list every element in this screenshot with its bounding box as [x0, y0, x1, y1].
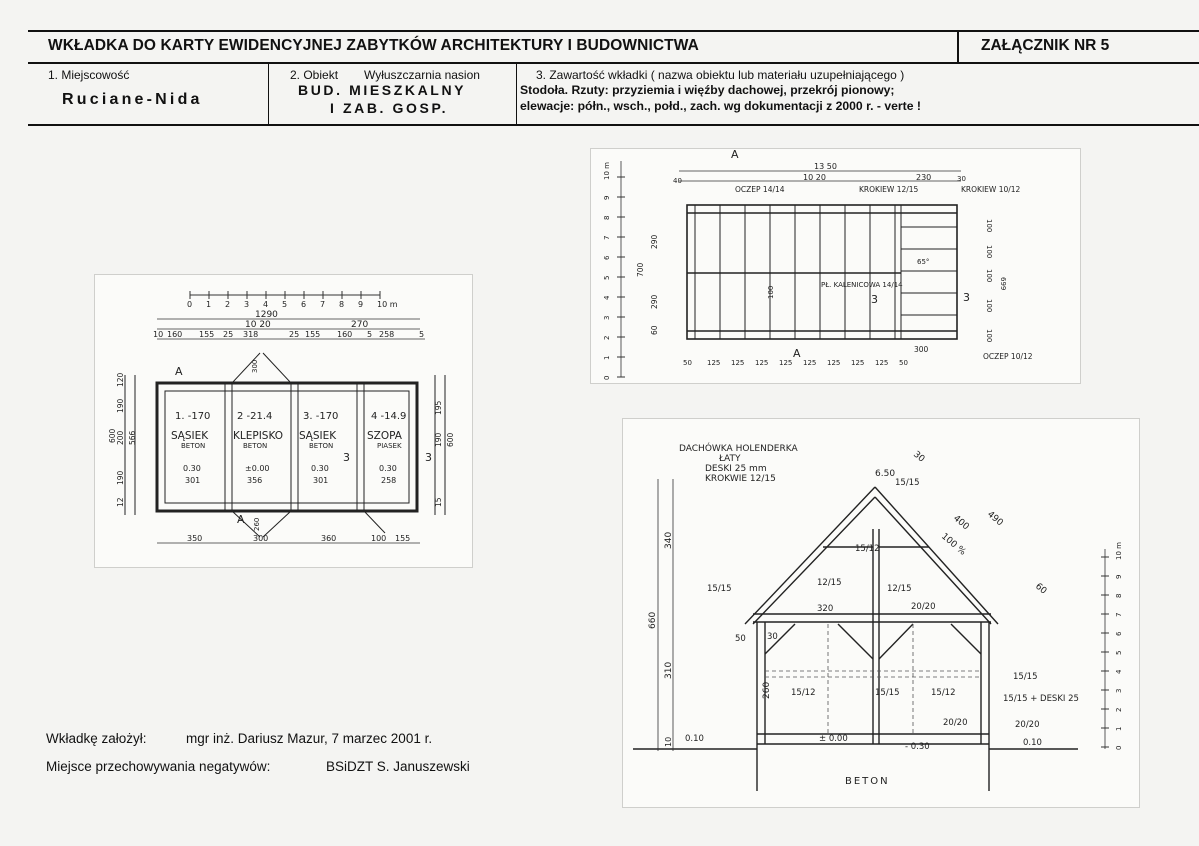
roof-right-dim-label: 100	[985, 269, 993, 283]
section-scale-label: 2	[1115, 707, 1123, 712]
plan-dim-row-label: 155	[305, 330, 321, 339]
plan-scale-bar	[187, 291, 398, 309]
header-bottom-rule	[28, 124, 1199, 126]
section-dim-340: 340	[664, 531, 674, 549]
plan-scale-label: 9	[358, 300, 364, 309]
roof-left-dim-label: 60	[650, 325, 659, 335]
section-label: ± 0.00	[819, 734, 848, 744]
storage-value: BSiDZT S. Januszewski	[326, 759, 470, 774]
plan-dim-row-label: 25	[289, 330, 300, 339]
place-label: 1. Miejscowość	[48, 68, 130, 82]
plan-dim-top-1: 1290	[255, 310, 278, 320]
plan-room-elevation: 0.30	[183, 464, 201, 473]
section-label: 15/12	[855, 544, 880, 554]
roof-plan-sheet	[590, 148, 1081, 384]
section-diag-label: 30	[911, 449, 927, 465]
roof-left-dim-label: 700	[636, 262, 645, 277]
plan-left-dim-label: 190	[116, 470, 125, 485]
roof-label-krokiew-2: KROKIEW 10/12	[961, 185, 1021, 194]
roof-mark-a-bottom: A	[793, 347, 801, 360]
content-line-2: elewacje: półn., wsch., połd., zach. wg dokumentacji z 2000 r. - verte !	[520, 99, 921, 113]
plan-room-material: BETON	[181, 442, 206, 450]
roof-right-dims	[985, 219, 1007, 342]
plan-rooms	[171, 411, 406, 485]
plan-dim-row-label: 5	[367, 330, 373, 339]
plan-dim-row-label: 25	[223, 330, 234, 339]
plan-room-number: 3. -170	[303, 411, 339, 422]
plan-scale-label: 5	[282, 300, 288, 309]
section-labels	[685, 478, 1079, 752]
section-scale-label: 9	[1115, 574, 1123, 579]
roof-left-dim-label: 290	[650, 234, 659, 249]
section-dim-310: 310	[664, 661, 674, 679]
plan-section-mark-a-top: A	[175, 365, 183, 378]
section-label: 15/12	[931, 688, 956, 698]
section-label: 15/15	[875, 688, 900, 698]
section-roof-layers	[679, 442, 798, 484]
section-diag-label: 100 %	[939, 531, 968, 558]
section-dim-260: 260	[762, 681, 772, 699]
plan-dim-bottom-label: 300	[253, 534, 269, 543]
section-scale-label: 6	[1115, 631, 1123, 636]
roof-bottom-dim-label: 125	[803, 359, 817, 367]
plan-dim-top-2: 10 20	[245, 320, 271, 330]
plan-left-dim-label: 566	[128, 430, 137, 445]
plan-room-name: KLEPISKO	[233, 430, 284, 442]
plan-scale-label: 7	[320, 300, 326, 309]
roof-label-krokiew-1: KROKIEW 12/15	[859, 185, 919, 194]
storage-label: Miejsce przechowywania negatywów:	[46, 759, 271, 774]
plan-room-width: 301	[313, 476, 329, 485]
section-scale-label: 4	[1115, 669, 1123, 674]
plan-dim-row-label: 5	[419, 330, 425, 339]
header-cell-divider-1	[268, 63, 269, 124]
plan-room-elevation: ±0.00	[245, 464, 270, 473]
roof-scale-label: 2	[603, 335, 611, 340]
plan-room-number: 1. -170	[175, 411, 211, 422]
roof-label-kalenicowa: PŁ. KALENICOWA 14/14	[821, 281, 903, 289]
roof-dim-top-1: 13 50	[814, 162, 837, 171]
roof-bottom-dim-label: 50	[683, 359, 692, 367]
author-value: mgr inż. Dariusz Mazur, 7 marzec 2001 r.	[186, 731, 433, 746]
plan-room-elevation: 0.30	[311, 464, 329, 473]
plan-section-mark-3-right: 3	[425, 451, 432, 464]
section-floor-label: BETON	[845, 776, 890, 787]
document-title: WKŁADKA DO KARTY EWIDENCYJNEJ ZABYTKÓW ARCHITEKTURY I BUDOWNICTWA	[48, 37, 699, 54]
roof-dim-top-2: 10 20	[803, 173, 826, 182]
plan-room-elevation: 0.30	[379, 464, 397, 473]
roof-mark-3-right: 3	[963, 291, 970, 304]
roof-misc-100: 100	[767, 285, 775, 299]
roof-plan-drawing	[591, 149, 1080, 383]
section-label: 0.10	[685, 734, 704, 744]
section-roof-layer: DESKI 25 mm	[705, 464, 767, 474]
roof-scale-label: 1	[603, 355, 611, 360]
plan-dim-row-label: 155	[199, 330, 215, 339]
plan-room-width: 301	[185, 476, 201, 485]
ground-plan-sheet	[94, 274, 473, 568]
section-label: 15/15	[895, 478, 920, 488]
section-label: 15/15	[1013, 672, 1038, 682]
section-diag-label: 60	[1033, 581, 1049, 597]
roof-scale-label: 0	[603, 375, 611, 380]
section-scale-label: 1	[1115, 726, 1123, 731]
section-scale-label: 8	[1115, 593, 1123, 598]
roof-bottom-dim-label: 125	[755, 359, 769, 367]
plan-scale-label: 10 m	[377, 300, 398, 309]
section-label: 15/15 + DESKI 25	[1003, 694, 1079, 704]
roof-bottom-dim-label: 125	[731, 359, 745, 367]
plan-dim-bottom-label: 155	[395, 534, 411, 543]
roof-misc-300: 300	[914, 345, 929, 354]
plan-dim-row-label: 10	[153, 330, 164, 339]
section-roof-layer: DACHÓWKA HOLENDERKA	[679, 444, 798, 454]
section-drawing	[623, 419, 1139, 807]
roof-right-dim-label: 699	[999, 277, 1007, 291]
roof-bottom-dim-label: 125	[779, 359, 793, 367]
plan-right-dim-label: 600	[446, 432, 455, 447]
plan-room-material: BETON	[309, 442, 334, 450]
section-label: 20/20	[943, 718, 968, 728]
plan-left-dim-label: 120	[116, 372, 125, 387]
object-name: Wyłuszczarnia nasion	[364, 68, 480, 82]
plan-room-number: 4 -14.9	[371, 411, 407, 422]
plan-dim-bottom-label: 350	[187, 534, 203, 543]
roof-mark-a-top: A	[731, 149, 739, 161]
section-label: 20/20	[1015, 720, 1040, 730]
annex-number: ZAŁĄCZNIK NR 5	[981, 37, 1110, 54]
roof-scale-label: 8	[603, 215, 611, 220]
roof-left-dim-label: 290	[650, 294, 659, 309]
section-diagonal-dims	[911, 450, 1048, 597]
roof-mark-3-left: 3	[871, 293, 878, 306]
plan-room-name: SĄSIEK	[171, 430, 209, 442]
roof-misc-40: 40	[673, 177, 682, 185]
object-line-1: BUD. MIESZKALNY	[298, 82, 467, 98]
section-top-level: 6.50	[875, 469, 896, 479]
plan-dim-bottom-label: 360	[321, 534, 337, 543]
section-scale-label: 5	[1115, 650, 1123, 655]
roof-scale-label: 4	[603, 295, 611, 300]
roof-bottom-dim-label: 125	[875, 359, 889, 367]
section-scale-label: 3	[1115, 688, 1123, 693]
section-dim-10: 10	[664, 736, 673, 747]
plan-scale-label: 4	[263, 300, 269, 309]
plan-dim-row-label: 258	[379, 330, 395, 339]
section-label: 320	[817, 604, 834, 614]
roof-right-dim-label: 100	[985, 329, 993, 343]
plan-right-dim-label: 190	[434, 432, 443, 447]
header-mid-rule	[28, 62, 1199, 64]
plan-room-number: 2 -21.4	[237, 411, 273, 422]
roof-dim-top-3: 230	[916, 173, 932, 182]
object-label: 2. Obiekt	[290, 68, 339, 82]
plan-right-dim-label: 15	[434, 497, 443, 507]
plan-room-material: PIASEK	[377, 442, 402, 450]
section-label: 15/15	[707, 584, 732, 594]
section-label: 12/15	[887, 584, 912, 594]
roof-bottom-dim-label: 50	[899, 359, 908, 367]
plan-scale-label: 2	[225, 300, 231, 309]
section-scale-bar	[1101, 542, 1123, 750]
object-line-2: I ZAB. GOSP.	[330, 100, 449, 116]
plan-door-bottom: 260	[253, 517, 261, 531]
section-scale-label: 7	[1115, 612, 1123, 617]
roof-scale-label: 6	[603, 255, 611, 260]
section-label: 20/20	[911, 602, 936, 612]
roof-label-oczep-2: OCZEP 10/12	[983, 352, 1033, 361]
section-label: 15/12	[791, 688, 816, 698]
roof-bottom-dim-label: 125	[707, 359, 721, 367]
roof-scale-label: 7	[603, 235, 611, 240]
section-sheet	[622, 418, 1140, 808]
roof-misc-30: 30	[957, 175, 966, 183]
plan-dim-top-3: 270	[351, 320, 369, 330]
ground-plan-drawing	[95, 275, 472, 567]
roof-scale-label: 3	[603, 315, 611, 320]
roof-misc-angle: 65°	[917, 258, 930, 266]
roof-scale-bar	[603, 162, 625, 380]
plan-left-dim-label: 190	[116, 398, 125, 413]
plan-dim-row-label: 160	[167, 330, 183, 339]
section-label: 12/15	[817, 578, 842, 588]
section-label: 50	[735, 634, 746, 644]
roof-bottom-dim-label: 125	[851, 359, 865, 367]
plan-section-mark-a-bottom: A	[237, 513, 245, 526]
plan-dims-row	[153, 330, 424, 339]
roof-label-oczep: OCZEP 14/14	[735, 185, 785, 194]
roof-scale-label: 5	[603, 275, 611, 280]
plan-dim-bottom-label: 100	[371, 534, 387, 543]
plan-scale-label: 3	[244, 300, 250, 309]
plan-scale-label: 6	[301, 300, 307, 309]
plan-room-name: SZOPA	[367, 430, 402, 442]
plan-door-top: 300	[251, 359, 259, 373]
plan-room-material: BETON	[243, 442, 268, 450]
content-label: 3. Zawartość wkładki ( nazwa obiektu lub materiału uzupełniającego )	[536, 68, 905, 82]
section-roof-layer: ŁATY	[719, 454, 741, 464]
roof-bottom-dim-label: 125	[827, 359, 841, 367]
roof-right-dim-label: 100	[985, 299, 993, 313]
plan-left-dim-label: 12	[116, 497, 125, 507]
plan-left-dim-label: 600	[108, 428, 117, 443]
plan-scale-label: 1	[206, 300, 212, 309]
header-annex-divider	[957, 30, 959, 62]
section-roof-layer: KROKWIE 12/15	[705, 474, 776, 484]
section-scale-label: 10 m	[1115, 542, 1123, 560]
section-diag-label: 400	[951, 513, 971, 533]
section-diag-label: 490	[985, 509, 1005, 529]
section-label: 0.10	[1023, 738, 1042, 748]
content-line-1: Stodoła. Rzuty: przyziemia i więźby dachowej, przekrój pionowy;	[520, 83, 895, 97]
roof-scale-label: 9	[603, 195, 611, 200]
plan-left-dim-label: 200	[116, 430, 125, 445]
header-cell-divider-2	[516, 63, 517, 124]
plan-scale-label: 8	[339, 300, 345, 309]
header-top-rule	[28, 30, 1199, 32]
roof-scale-label: 10 m	[603, 162, 611, 180]
plan-dim-row-label: 160	[337, 330, 353, 339]
section-scale-label: 0	[1115, 745, 1123, 750]
plan-room-width: 356	[247, 476, 263, 485]
plan-left-dims	[108, 372, 137, 507]
section-dim-660: 660	[648, 611, 658, 629]
plan-dim-row-label: 318	[243, 330, 259, 339]
place-value: Ruciane-Nida	[62, 91, 203, 108]
roof-right-dim-label: 100	[985, 219, 993, 233]
section-label: 30	[767, 632, 778, 642]
section-label: - 0.30	[905, 742, 930, 752]
plan-scale-label: 0	[187, 300, 193, 309]
plan-dims-bottom	[187, 534, 410, 543]
plan-room-width: 258	[381, 476, 397, 485]
plan-room-name: SĄSIEK	[299, 430, 337, 442]
roof-bottom-dims	[683, 359, 908, 367]
plan-right-dim-label: 195	[434, 400, 443, 415]
plan-section-mark-3-left: 3	[343, 451, 350, 464]
author-label: Wkładkę założył:	[46, 731, 147, 746]
roof-right-dim-label: 100	[985, 245, 993, 259]
roof-left-dims	[636, 234, 659, 335]
